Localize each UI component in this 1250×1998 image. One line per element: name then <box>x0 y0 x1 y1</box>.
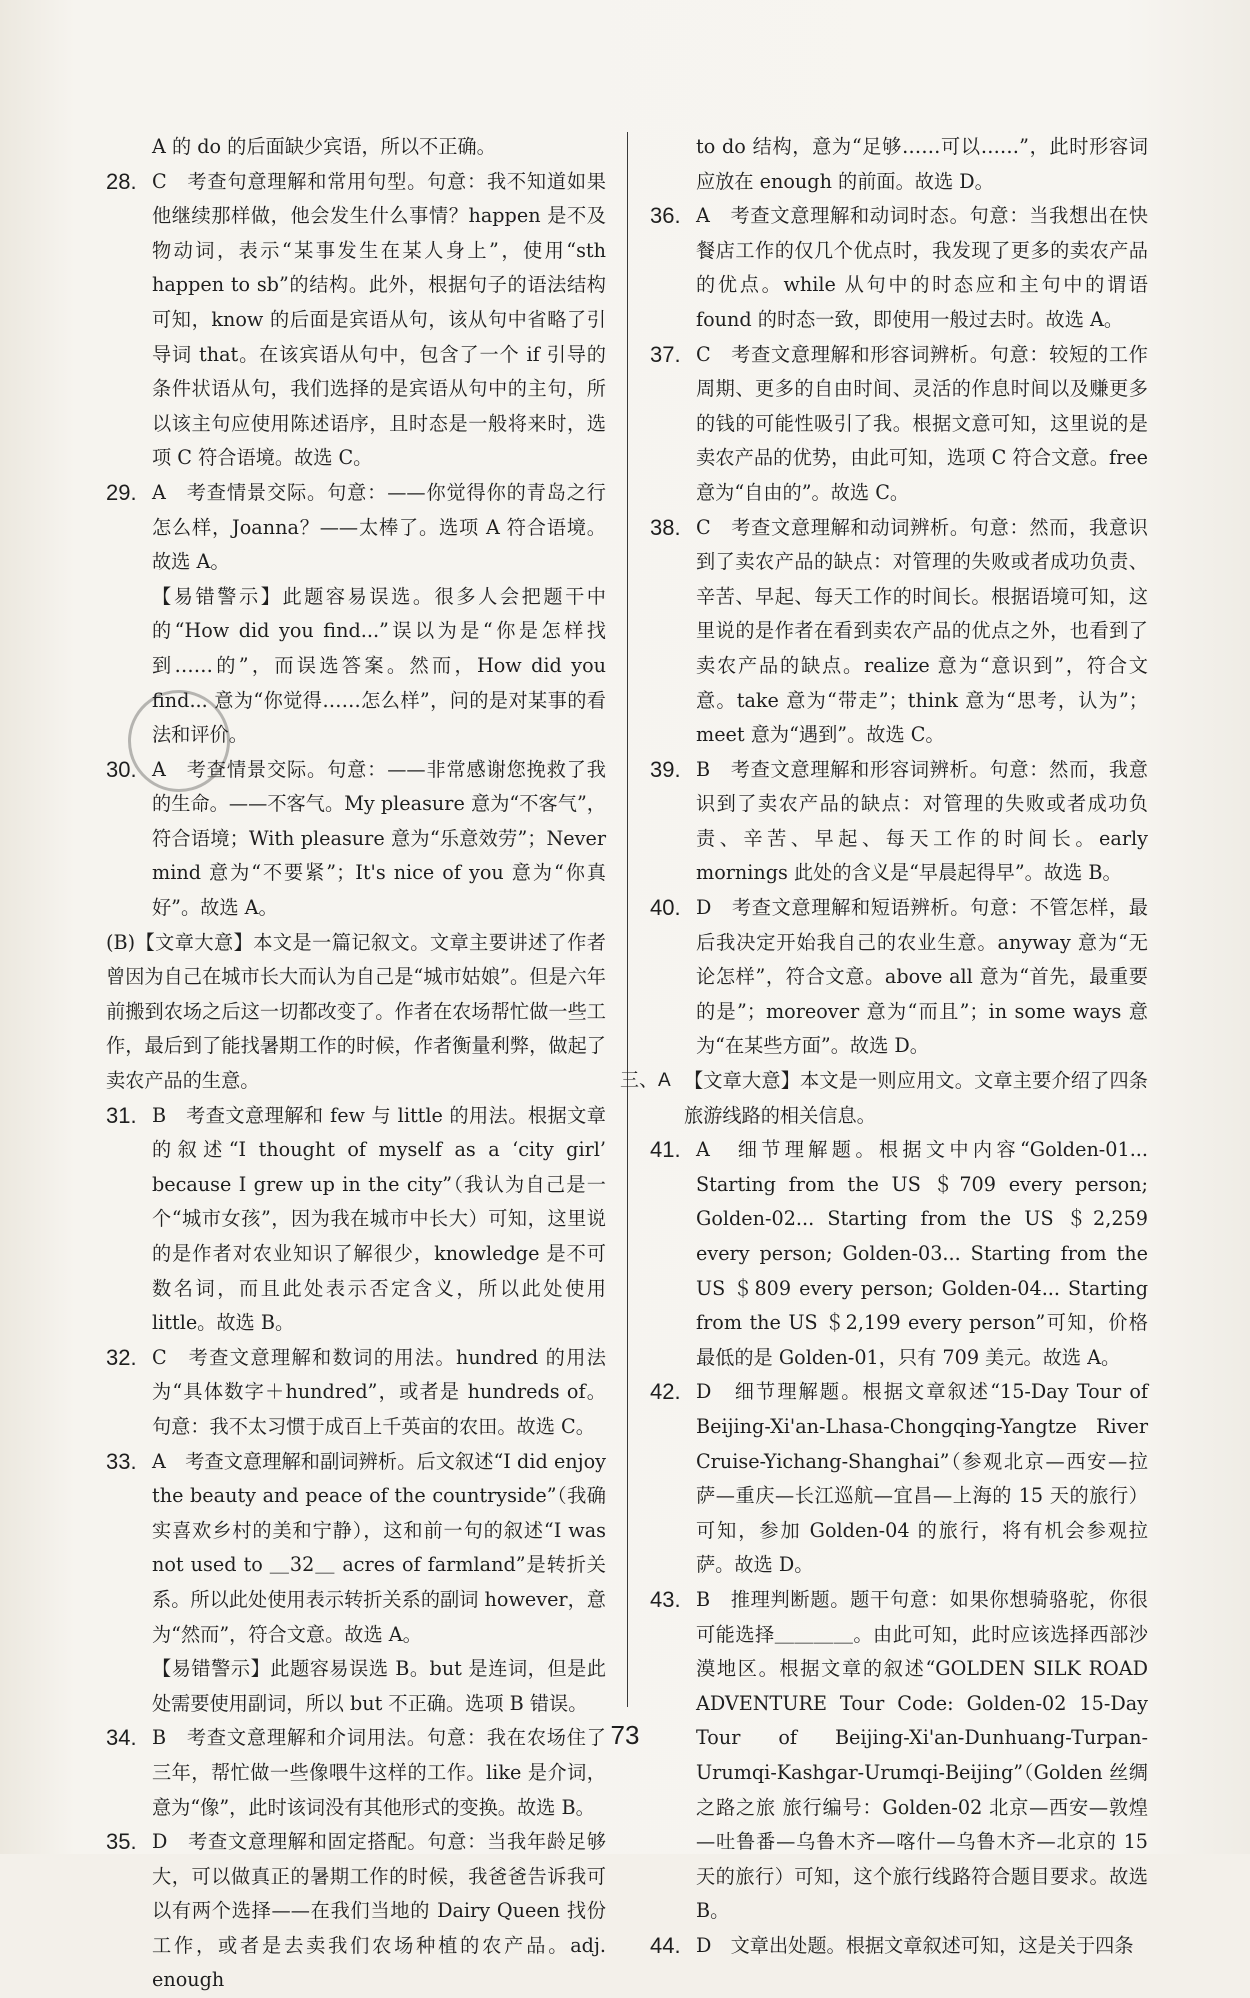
question-number: 42. <box>650 1379 681 1405</box>
answer-32 <box>106 1341 606 1445</box>
question-number: 41. <box>650 1137 681 1163</box>
error-warning: 【易错警示】此题容易误选 B。but 是连词，但是此处需要使用副词，所以 but 不正确。选项 B 错误。 <box>152 1657 606 1715</box>
question-number: 34. <box>106 1725 137 1751</box>
answer-text: B 推理判断题。题干句意：如果你想骑骆驼，你很可能选择＿＿＿＿。由此可知，此时应该选择西部沙漠地区。根据文章的叙述“GOLDEN SILK ROAD ADVENTURE Tour Code: Golden-02 15-Day Tour of Beijing-Xi'an-Dunhuang-Turpan-Urumqi-Kashgar-Urumqi-Beijing”（Golden 丝绸之路之旅 旅行编号：Golden-02 北京—西安—敦煌—吐鲁番—乌鲁木齐—喀什—乌鲁木齐—北京的 15 天的旅行）可知，这个旅行线路符合题目要求。故选 B。 <box>696 1587 1148 1923</box>
answer-text: B 考查文意理解和介词用法。句意：我在农场住了三年，帮忙做一些像喂牛这样的工作。like 是介词，意为“像”，此时该词没有其他形式的变换。故选 B。 <box>152 1726 606 1819</box>
question-number: 32. <box>106 1344 137 1370</box>
answer-38 <box>650 511 1148 753</box>
answer-30 <box>106 753 606 926</box>
question-number: 35. <box>106 1829 137 1855</box>
answer-44 <box>650 1929 1148 1964</box>
answer-37 <box>650 338 1148 511</box>
answer-42 <box>650 1375 1148 1583</box>
page-number: 73 <box>610 1720 640 1750</box>
section-b-summary: (B)【文章大意】本文是一篇记叙文。文章主要讲述了作者曾因为自己在城市长大而认为自己是“城市姑娘”。但是六年前搬到农场之后这一切都改变了。作者在农场帮忙做一些工作，最后到了能找暑期工作的时候，作者衡量利弊，做起了卖农产品的生意。 <box>106 930 606 1093</box>
answer-text: A 细节理解题。根据文中内容“Golden-01... Starting from the US ＄709 every person; Golden-02... Starting from the US ＄2,259 every person; Golden-03... Starting from the US ＄809 every person; Golden-04... Starting from the US ＄2,199 every person”可知，价格最低的是 Golden-01，只有 709 美元。故选 A。 <box>696 1138 1148 1369</box>
question-number: 33. <box>106 1448 137 1474</box>
question-number: 30. <box>106 756 137 782</box>
answer-35 <box>106 1825 606 1998</box>
answer-28 <box>106 165 606 476</box>
left-column <box>106 130 606 1998</box>
section-3a-summary <box>620 1064 1148 1133</box>
answer-36 <box>650 199 1148 337</box>
answer-33 <box>106 1445 606 1653</box>
answer-text: C 考查句意理解和常用句型。句意：我不知道如果他继续那样做，他会发生什么事情？happen 是不及物动词，表示“某事发生在某人身上”，使用“sth happen to sb”的结构。此外，根据句子的语法结构可知，know 的后面是宾语从句，该从句中省略了引导词 that。在该宾语从句中，包含了一个 if 引导的条件状语从句，我们选择的是宾语从句中的主句，所以该主句应使用陈述语序，且时态是一般将来时，选项 C 符合语境。故选 C。 <box>152 169 606 470</box>
answer-39 <box>650 753 1148 891</box>
question-number: 28. <box>106 168 137 194</box>
answer-text: C 考查文意理解和形容词辨析。句意：较短的工作周期、更多的自由时间、灵活的作息时间以及赚更多的钱的可能性吸引了我。根据文意可知，这里说的是卖农产品的优势，由此可知，选项 C 符合文意。free 意为“自由的”。故选 C。 <box>696 342 1148 504</box>
answer-text: D 文章出处题。根据文章叙述可知，这是关于四条 <box>696 1933 1134 1957</box>
continued-text: to do 结构，意为“足够……可以……”，此时形容词应放在 enough 的前面。故选 D。 <box>696 135 1148 193</box>
section-text: 【文章大意】本文是一则应用文。文章主要介绍了四条旅游线路的相关信息。 <box>684 1069 1148 1127</box>
answer-40 <box>650 891 1148 1064</box>
question-number: 43. <box>650 1586 681 1612</box>
answer-text: A 考查文意理解和动词时态。句意：当我想出在快餐店工作的仅几个优点时，我发现了更多的卖农产品的优点。while 从句中的时态应和主句中的谓语 found 的时态一致，即使用一般过去时。故选 A。 <box>696 204 1148 331</box>
answer-41 <box>650 1133 1148 1375</box>
question-number: 39. <box>650 756 681 782</box>
question-number: 44. <box>650 1932 681 1958</box>
question-number: 37. <box>650 341 681 367</box>
answer-31 <box>106 1099 606 1341</box>
answer-29 <box>106 476 606 580</box>
continued-text: A 的 do 的后面缺少宾语，所以不正确。 <box>152 135 496 158</box>
answer-text: D 考查文意理解和短语辨析。句意：不管怎样，最后我决定开始我自己的农业生意。anyway 意为“无论怎样”，符合文意。above all 意为“首先，最重要的是”；moreover 意为“而且”；in some ways 意为“在某些方面”。故选 D。 <box>696 896 1148 1058</box>
answer-text: B 考查文意理解和形容词辨析。句意：然而，我意识到了卖农产品的缺点：对管理的失败或者成功负责、辛苦、早起、每天工作的时间长。early mornings 此处的含义是“早晨起得早”。故选 B。 <box>696 757 1148 885</box>
answer-text: A 考查情景交际。句意：——你觉得你的青岛之行怎么样，Joanna？——太棒了。选项 A 符合语境。故选 A。 <box>152 480 606 574</box>
question-number: 40. <box>650 895 681 921</box>
answer-text: A 考查情景交际。句意：——非常感谢您挽救了我的生命。——不客气。My pleasure 意为“不客气”，符合语境；With pleasure 意为“乐意效劳”；Never mind 意为“不要紧”；It's nice of you 意为“你真好”。故选 A。 <box>152 757 606 920</box>
answer-43 <box>650 1583 1148 1929</box>
column-divider <box>627 132 628 1707</box>
answer-text: A 考查文意理解和副词辨析。后文叙述“I did enjoy the beauty and peace of the countryside”（我确实喜欢乡村的美和宁静），这和前一句的叙述“I was not used to ＿32＿ acres of farmland”是转折关系。所以此处使用表示转折关系的副词 however，意为“然而”，符合文意。故选 A。 <box>152 1449 606 1646</box>
answer-text: B 考查文意理解和 few 与 little 的用法。根据文章的叙述“I thought of myself as a ‘city girl’ because I grew up in the city”（我认为自己是一个“城市女孩”，因为我在城市中长大）可知，这里说的是作者对农业知识了解很少，knowledge 是不可数名词，而且此处表示否定含义，所以此处使用 little。故选 B。 <box>152 1103 606 1335</box>
error-warning: 【易错警示】此题容易误选。很多人会把题干中的“How did you find...”误以为是“你是怎样找到……的”，而误选答案。然而，How did you find... 意为“你觉得……怎么样”，问的是对某事的看法和评价。 <box>152 584 606 747</box>
section-number: 三、A <box>620 1070 671 1092</box>
question-number: 38. <box>650 514 681 540</box>
answer-text: D 细节理解题。根据文章叙述“15-Day Tour of Beijing-Xi'an-Lhasa-Chongqing-Yangtze River Cruise-Yichang-Shanghai”（参观北京—西安—拉萨—重庆—长江巡航—宜昌—上海的 15 天的旅行）可知，参加 Golden-04 的旅行，将有机会参观拉萨。故选 D。 <box>696 1380 1148 1577</box>
question-number: 29. <box>106 479 137 505</box>
answer-text: C 考查文意理解和数词的用法。hundred 的用法为“具体数字＋hundred”，或者是 hundreds of。句意：我不太习惯于成百上千英亩的农田。故选 C。 <box>152 1345 606 1438</box>
question-number: 31. <box>106 1102 137 1128</box>
answer-text: D 考查文意理解和固定搭配。句意：当我年龄足够大，可以做真正的暑期工作的时候，我爸爸告诉我可以有两个选择——在我们当地的 Dairy Queen 找份工作，或者是去卖我们农场种植的农产品。adj. enough <box>152 1830 606 1992</box>
answer-text: C 考查文意理解和动词辨析。句意：然而，我意识到了卖农产品的缺点：对管理的失败或者成功负责、辛苦、早起、每天工作的时间长。根据语境可知，这里说的是作者在看到卖农产品的优点之外，也看到了卖农产品的缺点。realize 意为“意识到”，符合文意。take 意为“带走”；think 意为“思考，认为”；meet 意为“遇到”。故选 C。 <box>696 515 1148 747</box>
question-number: 36. <box>650 203 681 229</box>
